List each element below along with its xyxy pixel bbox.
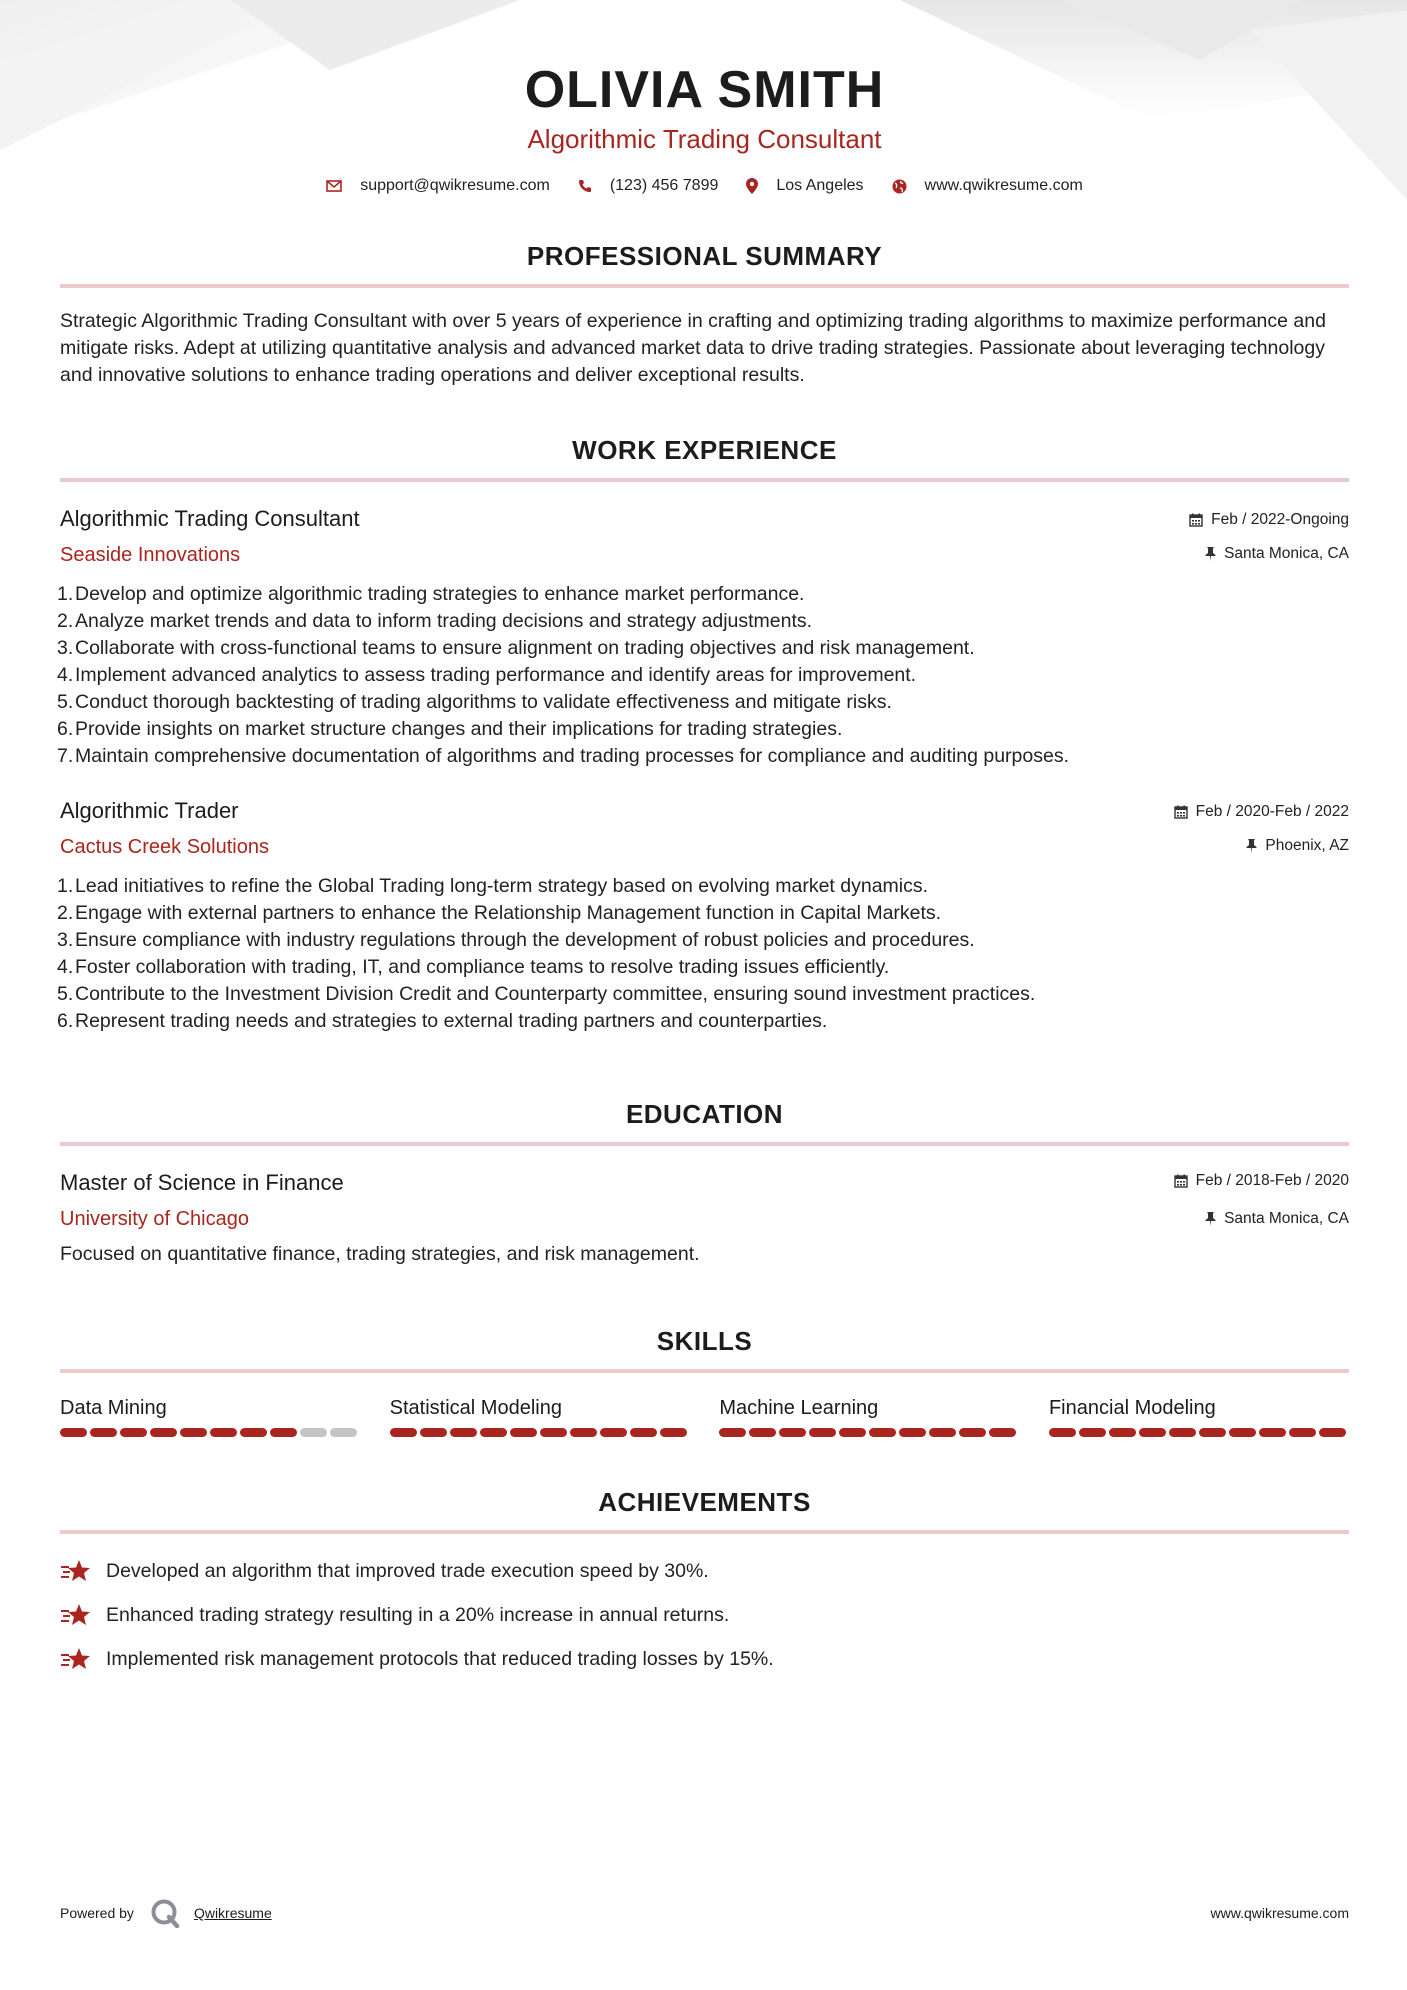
- candidate-name: OLIVIA SMITH: [524, 61, 885, 119]
- page-footer: [60, 1898, 1349, 1928]
- skill-dot-filled: [1289, 1428, 1316, 1437]
- section-divider: [60, 1142, 1349, 1146]
- location-text: Los Angeles: [776, 177, 864, 194]
- skill-dot-filled: [150, 1428, 177, 1437]
- brand-link[interactable]: Qwikresume: [193, 1905, 272, 1921]
- summary-text: Strategic Algorithmic Trading Consultant with over 5 years of experience in crafting and optimizing trading algorithms to maximize performance and mitigate risks. Adept at utilizing quantitative analysis and advanced market data to drive trading strategies. Passionate about leveraging technology and innovative solutions to enhance trading operations and deliver exceptional results.: [60, 310, 1326, 386]
- skill-name: Statistical Modeling: [389, 1397, 562, 1419]
- pushpin-icon: [1205, 1212, 1216, 1226]
- phone-icon: [578, 179, 592, 193]
- skill-dot-filled: [180, 1428, 207, 1437]
- skill-item: [60, 1397, 360, 1437]
- skill-dot-filled: [210, 1428, 237, 1437]
- achievements-list: [60, 1558, 1349, 1672]
- skill-dot-filled: [570, 1428, 597, 1437]
- shooting-star-icon: [60, 1602, 92, 1628]
- skill-dot-filled: [749, 1428, 776, 1437]
- list-item: 5. Contribute to the Investment Division Credit and Counterparty committee, ensuring sound investment practices.: [57, 983, 1036, 1005]
- achievements-section: [60, 1487, 1349, 1672]
- map-pin-icon: [746, 178, 758, 194]
- job-location: Phoenix, AZ: [1265, 837, 1349, 854]
- skill-level-meter: [719, 1428, 1019, 1437]
- shooting-star-icon: [60, 1558, 92, 1584]
- skill-dot-filled: [480, 1428, 507, 1437]
- pushpin-icon: [1246, 839, 1257, 853]
- job-title: Algorithmic Trader: [60, 798, 239, 823]
- skill-dot-filled: [60, 1428, 87, 1437]
- list-item: 5. Conduct thorough backtesting of trading algorithms to validate effectiveness and mitigate risks.: [57, 691, 892, 713]
- section-divider: [60, 478, 1349, 482]
- contact-location: [746, 177, 863, 195]
- skill-dot-filled: [929, 1428, 956, 1437]
- job-duties-list: [57, 581, 1349, 770]
- list-item: [60, 1646, 1349, 1672]
- skill-dot-filled: [600, 1428, 627, 1437]
- achievement-text: Enhanced trading strategy resulting in a 20% increase in annual returns.: [106, 1603, 730, 1626]
- education-entry: [60, 1170, 1349, 1266]
- powered-by-label: Powered by: [60, 1905, 134, 1921]
- list-item: [60, 1602, 1349, 1628]
- skill-dot-filled: [660, 1428, 687, 1437]
- job-location: Santa Monica, CA: [1224, 545, 1349, 562]
- resume-page: [57, 0, 1349, 1672]
- contact-email[interactable]: [326, 177, 550, 195]
- phone-text: (123) 456 7899: [609, 177, 719, 194]
- candidate-title: Algorithmic Trading Consultant: [527, 124, 882, 154]
- calendar-icon: [1174, 805, 1188, 819]
- skill-dot-filled: [90, 1428, 117, 1437]
- company-name: Seaside Innovations: [60, 544, 241, 566]
- skill-dot-filled: [899, 1428, 926, 1437]
- skill-dot-filled: [1169, 1428, 1196, 1437]
- skill-dot-filled: [1229, 1428, 1256, 1437]
- qwikresume-logo-icon: [150, 1898, 180, 1928]
- education-section: [60, 1099, 1349, 1266]
- skill-dot-filled: [420, 1428, 447, 1437]
- skill-dot-filled: [390, 1428, 417, 1437]
- list-item: [60, 1558, 1349, 1584]
- footer-website-link[interactable]: www.qwikresume.com: [1210, 1905, 1349, 1921]
- skills-heading: SKILLS: [656, 1326, 753, 1356]
- company-name: Cactus Creek Solutions: [60, 836, 269, 858]
- skill-dot-filled: [959, 1428, 986, 1437]
- globe-icon: [892, 179, 907, 194]
- skill-dot-filled: [779, 1428, 806, 1437]
- skill-dot-filled: [989, 1428, 1016, 1437]
- website-text: www.qwikresume.com: [924, 177, 1083, 194]
- skills-list: [60, 1397, 1349, 1437]
- school-name: University of Chicago: [60, 1208, 249, 1230]
- job-duties-list: [57, 873, 1349, 1035]
- experience-section: [57, 435, 1349, 1035]
- list-item: 7. Maintain comprehensive documentation of algorithms and trading processes for compliance and auditing purposes.: [57, 745, 1069, 767]
- list-item: 1. Lead initiatives to refine the Global Trading long-term strategy based on evolving market dynamics.: [57, 875, 929, 897]
- list-item: 6. Represent trading needs and strategies to external trading partners and counterparties.: [57, 1010, 828, 1032]
- skill-dot-filled: [1199, 1428, 1226, 1437]
- achievements-heading: ACHIEVEMENTS: [598, 1487, 811, 1517]
- skill-name: Financial Modeling: [1048, 1397, 1216, 1419]
- skill-dot-filled: [809, 1428, 836, 1437]
- skill-dot-filled: [1049, 1428, 1076, 1437]
- skill-item: [719, 1397, 1019, 1437]
- list-item: 4. Foster collaboration with trading, IT, and compliance teams to resolve trading issues efficiently.: [57, 956, 890, 978]
- experience-heading: WORK EXPERIENCE: [572, 435, 837, 465]
- envelope-icon: [326, 180, 342, 192]
- contact-website[interactable]: [892, 177, 1083, 195]
- education-description: Focused on quantitative finance, trading strategies, and risk management.: [60, 1243, 700, 1265]
- contact-phone[interactable]: [578, 177, 719, 195]
- education-location: Santa Monica, CA: [1224, 1210, 1349, 1227]
- pushpin-icon: [1205, 547, 1216, 561]
- job-dates: Feb / 2022-Ongoing: [1211, 511, 1349, 528]
- education-heading: EDUCATION: [625, 1099, 784, 1129]
- education-dates: Feb / 2018-Feb / 2020: [1195, 1172, 1349, 1189]
- calendar-icon: [1174, 1174, 1188, 1188]
- email-text: support@qwikresume.com: [360, 177, 550, 194]
- list-item: 4. Implement advanced analytics to assess trading performance and identify areas for improvement.: [57, 664, 917, 686]
- skill-dot-filled: [1319, 1428, 1346, 1437]
- section-divider: [60, 284, 1349, 288]
- powered-by: [60, 1898, 272, 1928]
- skill-dot-filled: [510, 1428, 537, 1437]
- calendar-icon: [1189, 513, 1203, 527]
- skill-dot-filled: [1109, 1428, 1136, 1437]
- contact-bar: [60, 177, 1349, 195]
- skill-item: [390, 1397, 690, 1437]
- skill-dot-filled: [540, 1428, 567, 1437]
- skill-dot-filled: [839, 1428, 866, 1437]
- skill-level-meter: [60, 1428, 360, 1437]
- skill-dot-filled: [869, 1428, 896, 1437]
- job-dates: Feb / 2020-Feb / 2022: [1195, 803, 1349, 820]
- degree-name: Master of Science in Finance: [60, 1170, 344, 1195]
- job-entry: [57, 798, 1349, 1035]
- list-item: 1. Develop and optimize algorithmic trading strategies to enhance market performance.: [57, 583, 805, 605]
- skill-dot-filled: [450, 1428, 477, 1437]
- summary-heading: PROFESSIONAL SUMMARY: [526, 241, 883, 271]
- shooting-star-icon: [60, 1646, 92, 1672]
- skills-section: [60, 1326, 1349, 1437]
- job-entry: [57, 506, 1349, 770]
- achievement-text: Developed an algorithm that improved trade execution speed by 30%.: [106, 1559, 709, 1582]
- resume-header: [60, 0, 1349, 195]
- list-item: 3. Ensure compliance with industry regulations through the development of robust policies and procedures.: [57, 929, 975, 951]
- skill-dot-filled: [270, 1428, 297, 1437]
- section-divider: [60, 1530, 1349, 1534]
- skill-dot-filled: [1139, 1428, 1166, 1437]
- section-divider: [60, 1369, 1349, 1373]
- skill-dot-empty: [330, 1428, 357, 1437]
- skill-name: Data Mining: [60, 1397, 167, 1419]
- skill-dot-filled: [1079, 1428, 1106, 1437]
- skill-dot-filled: [120, 1428, 147, 1437]
- list-item: 6. Provide insights on market structure changes and their implications for trading strategies.: [57, 718, 843, 740]
- skill-level-meter: [1049, 1428, 1349, 1437]
- summary-section: [60, 241, 1349, 389]
- list-item: 2. Engage with external partners to enhance the Relationship Management function in Capital Markets.: [57, 902, 942, 924]
- list-item: 3. Collaborate with cross-functional teams to ensure alignment on trading objectives and risk management.: [57, 637, 975, 659]
- skill-name: Machine Learning: [719, 1397, 879, 1419]
- list-item: 2. Analyze market trends and data to inform trading decisions and strategy adjustments.: [57, 610, 813, 632]
- skill-dot-empty: [300, 1428, 327, 1437]
- job-title: Algorithmic Trading Consultant: [60, 506, 360, 531]
- skill-dot-filled: [719, 1428, 746, 1437]
- achievement-text: Implemented risk management protocols that reduced trading losses by 15%.: [106, 1647, 774, 1670]
- skill-item: [1049, 1397, 1349, 1437]
- skill-level-meter: [390, 1428, 690, 1437]
- skill-dot-filled: [630, 1428, 657, 1437]
- skill-dot-filled: [1259, 1428, 1286, 1437]
- skill-dot-filled: [240, 1428, 267, 1437]
